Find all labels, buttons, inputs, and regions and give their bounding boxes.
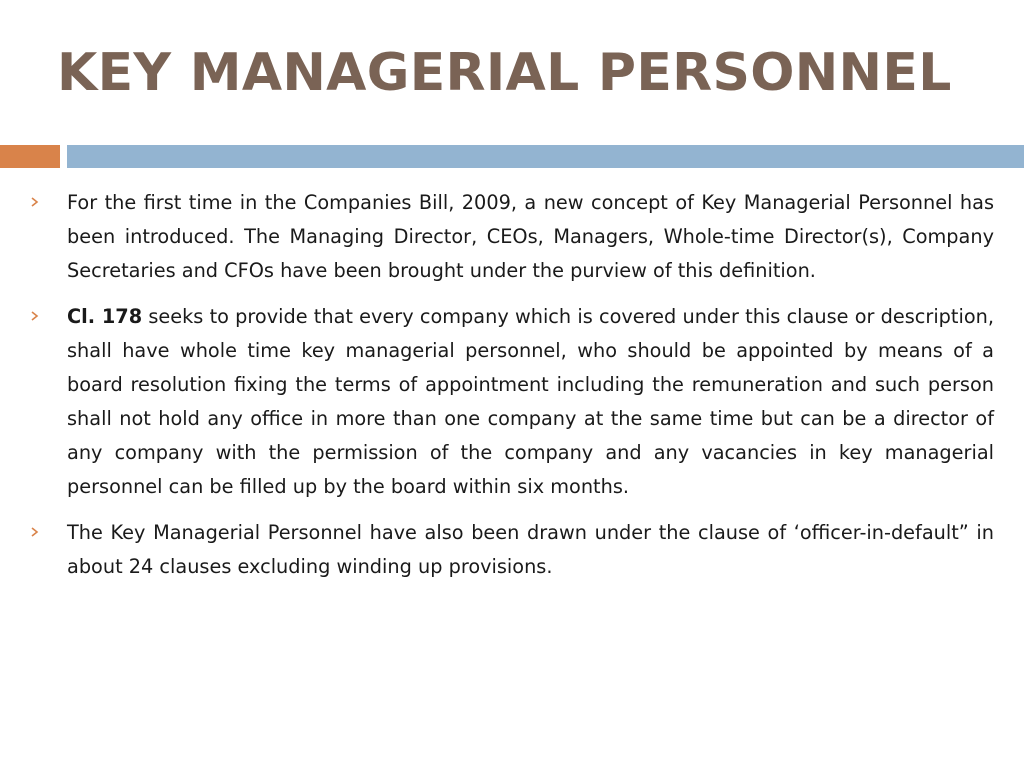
chevron-right-icon [30, 527, 40, 537]
bullet-body: For the first time in the Companies Bill, 2009, a new concept of Key Managerial Personnel has been introduced. The Managing Director, CEOs, Managers, Whole-time Director(s), Company Secretaries and CFOs have been brought under the purview of this definition. [67, 191, 994, 282]
title-accent-bar [0, 145, 60, 168]
bullet-text [67, 300, 994, 504]
chevron-right-icon [30, 311, 40, 321]
title-divider-bar [67, 145, 1024, 168]
bullet-text [67, 186, 994, 288]
bullet-body: The Key Managerial Personnel have also been drawn under the clause of ‘officer-in-default” in about 24 clauses excluding winding up provisions. [67, 521, 994, 578]
bullet-item [30, 300, 994, 504]
bullet-list [30, 186, 994, 596]
chevron-right-icon [30, 197, 40, 207]
bullet-body: seeks to provide that every company which is covered under this clause or description, shall have whole time key managerial personnel, who should be appointed by means of a board resolution fixing the terms of appointment including the remuneration and such person shall not hold any office in more than one company at the same time but can be a director of any company with the permission of the company and any vacancies in key managerial personnel can be filled up by the board within six months. [67, 305, 994, 498]
slide-title: KEY MANAGERIAL PERSONNEL [57, 43, 952, 103]
bullet-bold-prefix: Cl. 178 [67, 305, 143, 328]
bullet-item [30, 516, 994, 584]
bullet-item [30, 186, 994, 288]
bullet-text [67, 516, 994, 584]
